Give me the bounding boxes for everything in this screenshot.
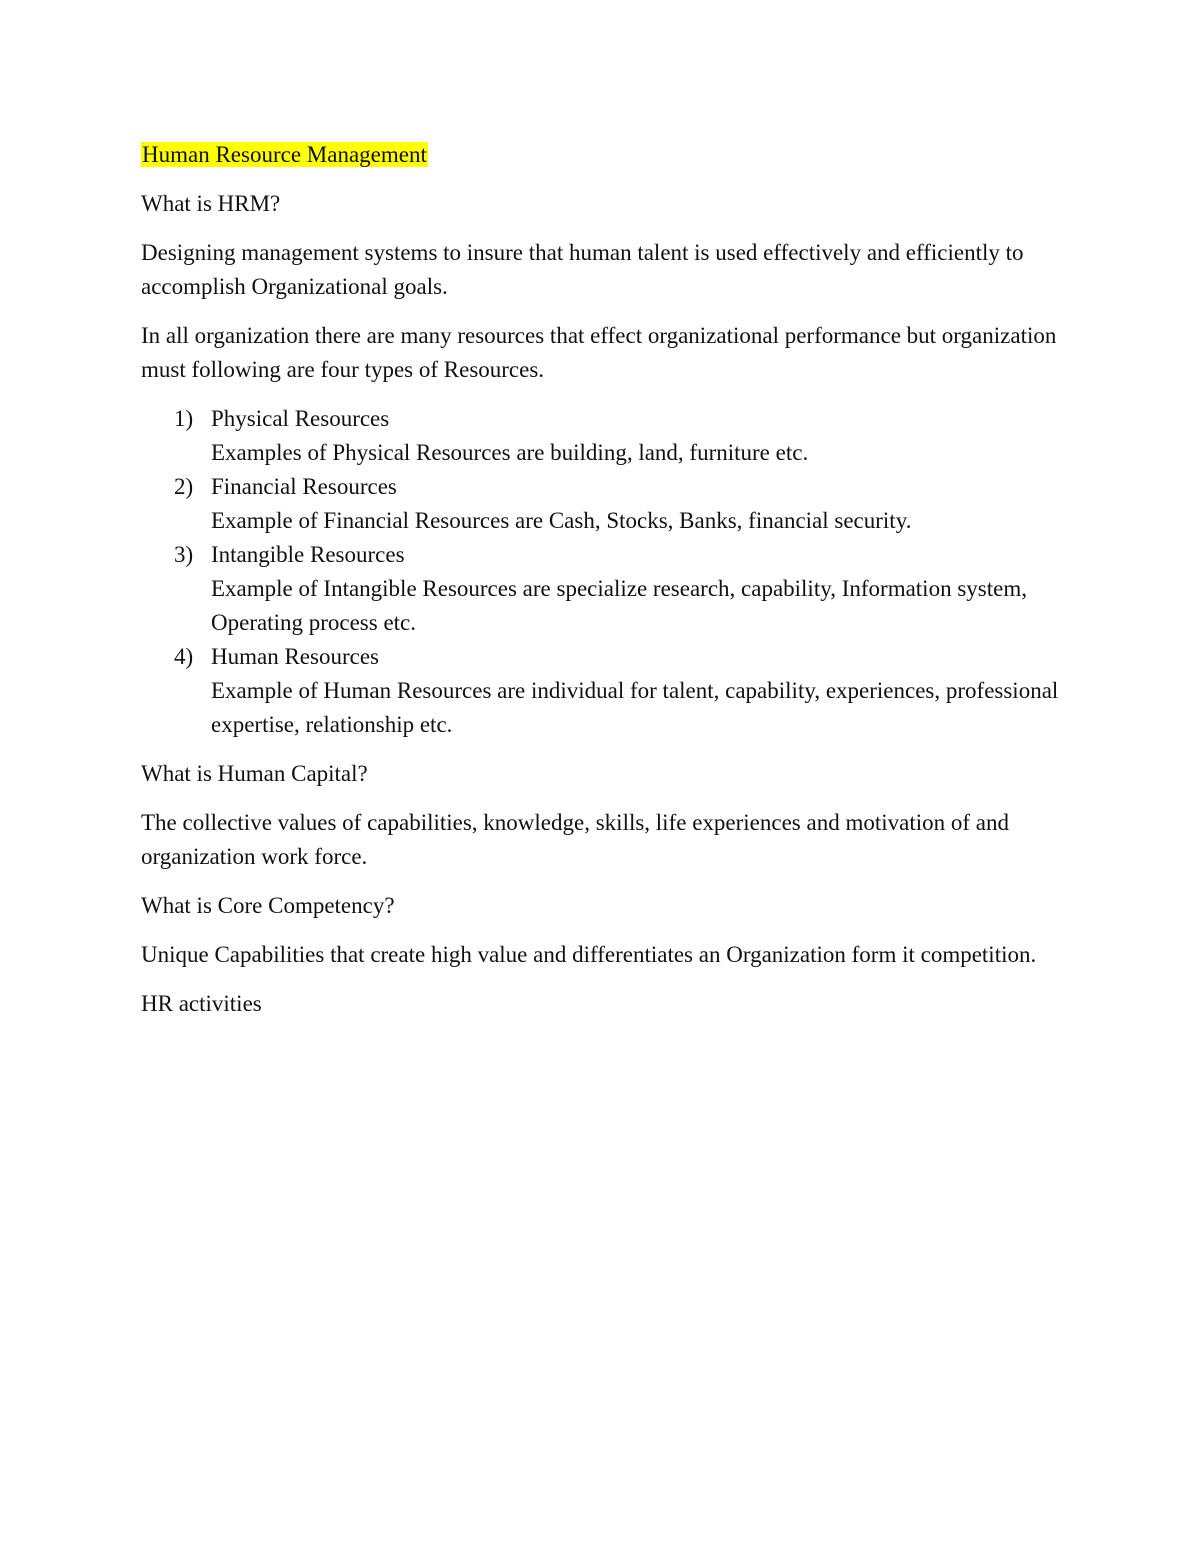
resource-heading-human: Human Resources xyxy=(211,644,379,669)
resource-example-financial: Example of Financial Resources are Cash, Stocks, Banks, financial security. xyxy=(211,508,912,533)
question-human-capital: What is Human Capital? xyxy=(141,761,368,786)
list-item xyxy=(141,640,1061,742)
list-number: 4) xyxy=(174,644,194,669)
resource-heading-intangible: Intangible Resources xyxy=(211,542,405,567)
resource-heading-financial: Financial Resources xyxy=(211,474,397,499)
document-body xyxy=(141,138,1061,1036)
list-item xyxy=(141,402,1061,470)
resource-example-intangible: Example of Intangible Resources are specialize research, capability, Information system, Operating process etc. xyxy=(211,576,1027,635)
list-number: 1) xyxy=(174,406,194,431)
list-number: 2) xyxy=(174,474,194,499)
resource-list xyxy=(141,402,1061,742)
document-title: Human Resource Management xyxy=(142,142,427,167)
resource-example-physical: Examples of Physical Resources are building, land, furniture etc. xyxy=(211,440,809,465)
definition-human-capital: The collective values of capabilities, knowledge, skills, life experiences and motivation of and organization work force. xyxy=(141,810,1009,869)
question-hrm: What is HRM? xyxy=(141,191,281,216)
definition-hrm: Designing management systems to insure that human talent is used effectively and efficiently to accomplish Organizational goals. xyxy=(141,240,1024,299)
list-item xyxy=(141,470,1061,538)
definition-core-competency: Unique Capabilities that create high value and differentiates an Organization form it competition. xyxy=(141,942,1037,967)
resource-example-human: Example of Human Resources are individual for talent, capability, experiences, professional expertise, relationship etc. xyxy=(211,678,1059,737)
list-item xyxy=(141,538,1061,640)
resource-heading-physical: Physical Resources xyxy=(211,406,390,431)
question-core-competency: What is Core Competency? xyxy=(141,893,395,918)
hr-activities-heading: HR activities xyxy=(141,991,262,1016)
intro-resources: In all organization there are many resources that effect organizational performance but organization must following are four types of Resources. xyxy=(141,323,1057,382)
list-number: 3) xyxy=(174,542,194,567)
title-line xyxy=(141,138,1061,172)
